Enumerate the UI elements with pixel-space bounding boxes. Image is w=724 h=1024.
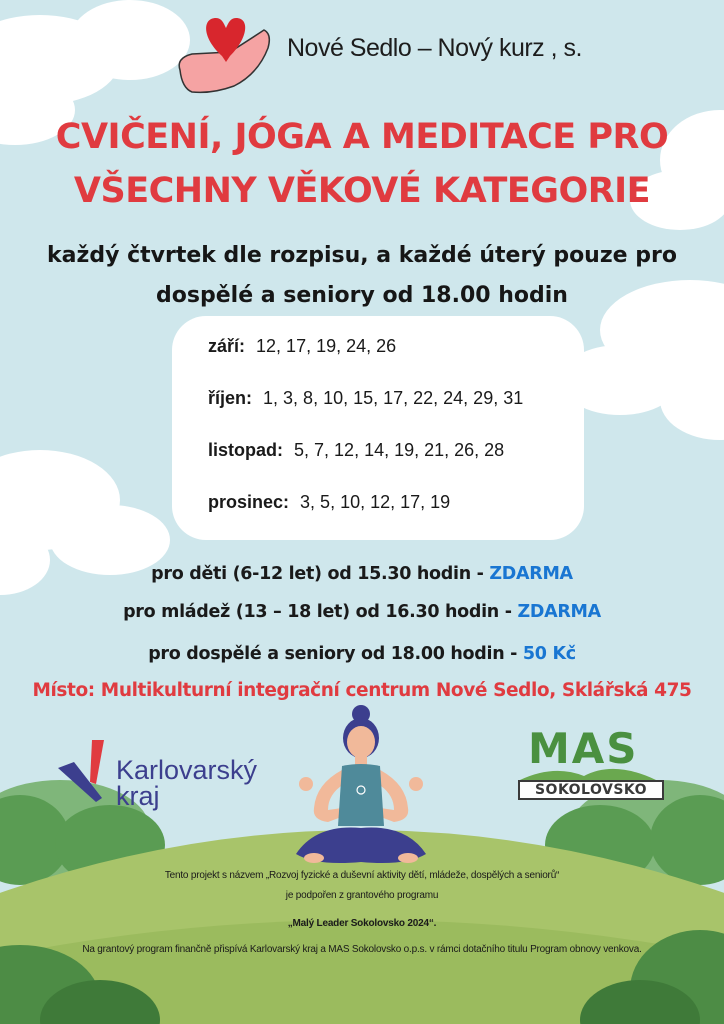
price-text: pro děti (6-12 let) od 15.30 hodin - — [151, 564, 490, 584]
schedule-row-december — [208, 492, 450, 513]
day-list: 3, 5, 10, 12, 17, 19 — [300, 492, 451, 512]
price-youth — [0, 602, 724, 622]
title-line-1: CVIČENÍ, JÓGA A MEDITACE PRO — [55, 117, 669, 157]
price-accent: 50 Kč — [522, 644, 576, 664]
organization-name: Nové Sedlo – Nový kurz , s. — [287, 34, 582, 62]
month-label: prosinec: — [208, 492, 290, 512]
price-children — [0, 564, 724, 584]
month-label: listopad: — [208, 440, 283, 460]
subtitle-line-1: každý čtvrtek dle rozpisu, a každé úterý pouze pro — [47, 243, 677, 268]
footer-line-3: „Malý Leader Sokolovsko 2024“. — [287, 918, 437, 929]
mas-small-text: SOKOLOVSKO — [518, 780, 664, 800]
month-label: říjen: — [208, 388, 253, 408]
footer-line-4: Na grantový program finančně přispívá Karlovarský kraj a MAS Sokolovsko o.p.s. v rámci dotačního titulu Program obnovy venkova. — [82, 944, 642, 955]
footer-line-2: je podpořen z grantového programu — [285, 890, 439, 901]
price-accent: ZDARMA — [517, 602, 601, 622]
subtitle-line-2: dospělé a seniory od 18.00 hodin — [156, 283, 568, 308]
karlovarsky-kraj-line-1: Karlovarský — [116, 755, 258, 785]
mas-sokolovsko-logo — [514, 724, 664, 804]
karlovarsky-kraj-logo — [56, 738, 118, 804]
title-line-2: VŠECHNY VĚKOVÉ KATEGORIE — [73, 171, 651, 211]
venue-line: Místo: Multikulturní integrační centrum Nové Sedlo, Sklářská 475 — [32, 680, 692, 701]
karlovarsky-kraj-line-2: kraj — [116, 781, 160, 811]
day-list: 12, 17, 19, 24, 26 — [256, 336, 397, 356]
schedule-row-november — [208, 440, 504, 461]
heart-hand-icon — [172, 8, 272, 96]
price-accent: ZDARMA — [489, 564, 573, 584]
footer-line-1: Tento projekt s názvem „Rozvoj fyzické a duševní aktivity dětí, mládeže, dospělých a seniorů“ — [164, 870, 560, 881]
price-text: pro dospělé a seniory od 18.00 hodin - — [148, 644, 523, 664]
day-list: 5, 7, 12, 14, 19, 21, 26, 28 — [294, 440, 505, 460]
price-text: pro mládež (13 – 18 let) od 16.30 hodin - — [123, 602, 518, 622]
meditating-woman-illustration — [286, 704, 436, 874]
price-adults — [0, 644, 724, 664]
month-label: září: — [208, 336, 246, 356]
day-list: 1, 3, 8, 10, 15, 17, 22, 24, 29, 31 — [263, 388, 524, 408]
schedule-row-october — [208, 388, 523, 409]
mas-big-text: MAS — [528, 724, 639, 773]
schedule-row-september — [208, 336, 396, 357]
